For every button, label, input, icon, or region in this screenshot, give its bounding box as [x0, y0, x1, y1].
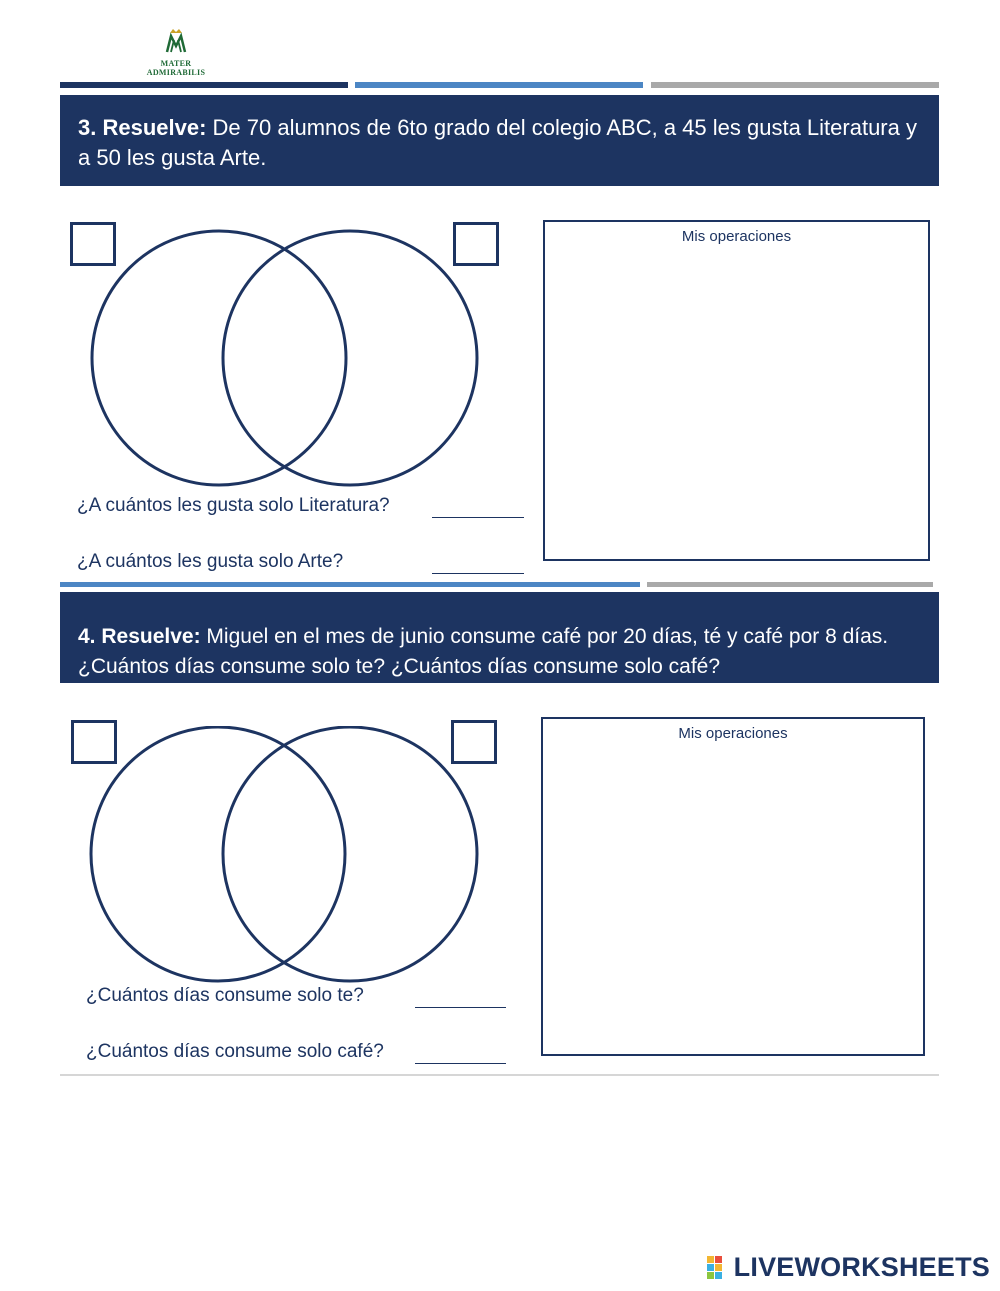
operations-box[interactable]: [543, 220, 930, 561]
venn-diagram: [85, 726, 485, 988]
venn-diagram: [85, 228, 485, 490]
problem-3-number: 3. Resuelve:: [78, 115, 207, 140]
divider-bar-gray: [651, 82, 939, 88]
problem-4-text: Miguel en el mes de junio consume café por 20 días, té y café por 8 días. ¿Cuántos días consume solo te? ¿Cuántos días consume solo café?: [78, 625, 889, 678]
answer-line-te[interactable]: [415, 1007, 506, 1008]
venn-circle-right[interactable]: [223, 231, 477, 485]
problem-4-number: 4. Resuelve:: [78, 625, 201, 648]
question-solo-cafe: ¿Cuántos días consume solo café?: [86, 1041, 384, 1062]
divider-bar-blue-2: [60, 582, 640, 587]
question-solo-te: ¿Cuántos días consume solo te?: [86, 985, 364, 1006]
section-divider: [60, 1074, 939, 1076]
problem-3-text: De 70 alumnos de 6to grado del colegio ABC, a 45 les gusta Literatura y a 50 les gusta Arte.: [78, 115, 917, 170]
venn-circle-right[interactable]: [223, 727, 477, 981]
question-solo-literatura: ¿A cuántos les gusta solo Literatura?: [77, 495, 390, 516]
operations-title: Mis operaciones: [678, 725, 788, 742]
divider-bar-blue: [355, 82, 643, 88]
liveworksheets-brand: [707, 1252, 990, 1283]
school-logo: [140, 28, 212, 77]
venn-circle-left[interactable]: [91, 727, 345, 981]
answer-line-literatura[interactable]: [432, 517, 524, 518]
crown-monogram-icon: [156, 28, 196, 54]
logo-line-2: ADMIRABILIS: [146, 68, 206, 77]
operations-title: Mis operaciones: [681, 228, 792, 245]
venn-circle-left[interactable]: [92, 231, 346, 485]
question-solo-arte: ¿A cuántos les gusta solo Arte?: [77, 551, 344, 572]
problem-3-banner: [60, 95, 939, 186]
answer-line-arte[interactable]: [432, 573, 524, 574]
answer-line-cafe[interactable]: [415, 1063, 506, 1064]
logo-line-1: MATER: [160, 59, 192, 68]
divider-bar-navy: [60, 82, 348, 88]
operations-box[interactable]: [541, 717, 925, 1056]
problem-4-banner: [60, 592, 939, 683]
divider-bar-gray-2: [647, 582, 933, 587]
liveworksheets-logo-icon: [707, 1256, 731, 1280]
liveworksheets-label: LIVEWORKSHEETS: [733, 1252, 990, 1282]
